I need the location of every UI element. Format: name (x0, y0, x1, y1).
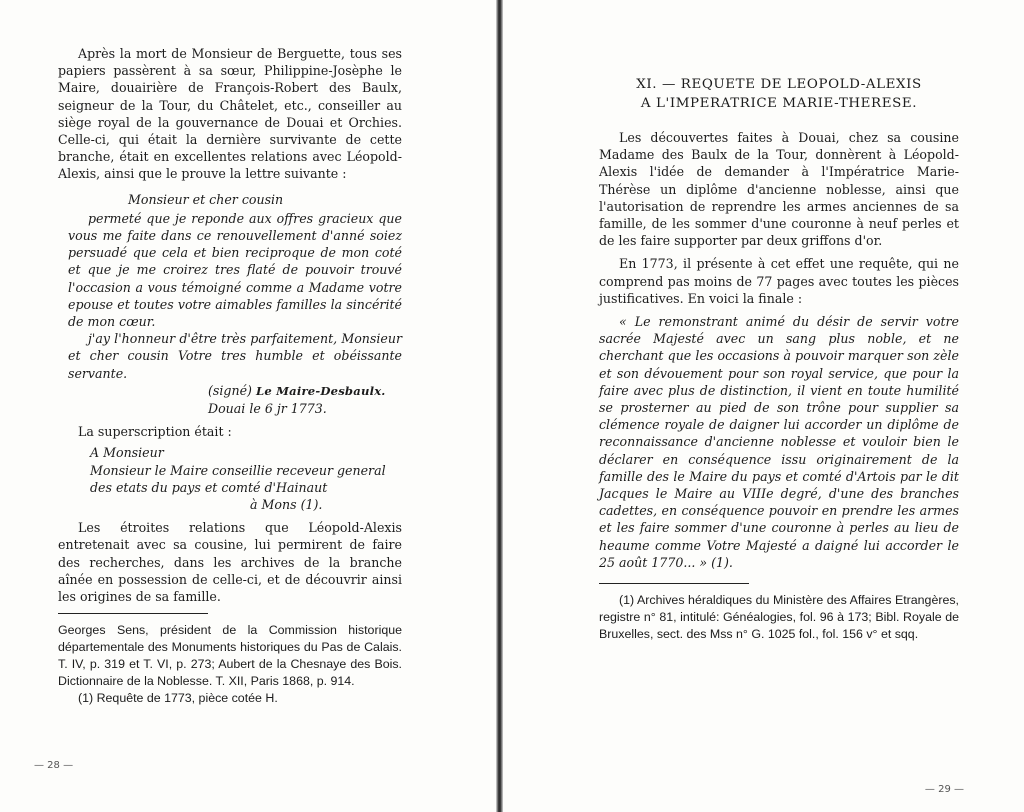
letter-block (58, 191, 402, 418)
footnote-right: (1) Archives héraldiques du Ministère des Affaires Etrangères, registre n° 81, intitulé: Généalogies, fol. 96 à 173; Bibl. Royale de Bruxelles, sect. des Mss n° G. 1025 fol., fol. 156 v° et sqq. (599, 593, 959, 642)
address-line: Monsieur le Maire conseillie receveur general (90, 462, 386, 478)
chapter-heading-line1: XI. — REQUETE DE LEOPOLD-ALEXIS (636, 77, 922, 92)
letter-closing: j'ay l'honneur d'être très parfaitement, Monsieur et cher cousin Votre tres humble et obéissante servante. (68, 331, 402, 381)
right-page (503, 0, 1024, 812)
right-text-column (599, 75, 959, 643)
intro-paragraph: Après la mort de Monsieur de Berguette, tous ses papiers passèrent à sa sœur, Philippine-Josèphe le Maire, douairière de François-Robert des Baulx, seigneur de la Tour, du Châtelet, etc., conseiller au siège royal de la gouvernance de Douai et Orchies. Celle-ci, qui était la dernière survivante de cette branche, était en excellentes relations avec Léopold-Alexis, ainsi que le prouve la lettre suivante : (58, 46, 402, 182)
relations-paragraph: Les étroites relations que Léopold-Alexis entretenait avec sa cousine, lui permirent de faire des recherches, dans les archives de la branche aînée en possession de celle-ci, et de découvrir ainsi les origines de sa famille. (58, 520, 402, 605)
page-number-right: — 29 — (924, 784, 964, 795)
chapter-heading-line2: A L'IMPERATRICE MARIE-THERESE. (640, 96, 918, 111)
paragraph-1: Les découvertes faites à Douai, chez sa cousine Madame des Baulx de la Tour, donnèrent à Léopold-Alexis l'idée de demander à l'Impératrice Marie-Thérèse un diplôme d'ancienne noblesse, ainsi que l'autorisation de reprendre les armes anciennes de sa famille, de les sommer d'une couronne à neuf perles et de les faire supporter par deux griffons d'or. (599, 130, 959, 249)
quote-text: « Le remonstrant animé du désir de servir votre sacrée Majesté avec un sang plus noble, et ne cherchant que les occasions à pouvoir marquer son zèle et son dévouement pour son royal service, que pour la faire avec plus de distinction, il vient en toute humilité se prosterner au pied de son trône pour supplier sa clémence royale de daigner lui accorder un diplôme de reconnaissance d'ancienne noblesse et vouloir bien le déclarer en conséquence issu originairement de la famille des le Maire du pays et comté d'Artois par le dit Jacques le Maire au VIIIe degré, d'une des branches cadettes, en conséquence pouvoir en prendre les armes et les faire sommer d'une couronne à perles au lieu de heaume comme Votre Majesté a daigné lui accorder le 25 août 1770... » (1). (599, 314, 959, 570)
left-text-column (58, 45, 402, 707)
address-line: à Mons (1). (250, 497, 323, 513)
footnote-divider (58, 613, 208, 614)
right-footnotes (599, 592, 959, 643)
address-line: A Monsieur (90, 445, 164, 461)
left-page (0, 0, 496, 812)
footnote-divider (599, 583, 749, 584)
signed-name: Le Maire-Desbaulx. (255, 383, 386, 398)
footnote-1: (1) Requête de 1773, pièce cotée H. (78, 691, 278, 706)
letter-signature (68, 382, 402, 400)
letter-date: Douai le 6 jr 1773. (208, 401, 327, 417)
superscription-label: La superscription était : (78, 424, 232, 440)
left-footnotes (58, 622, 402, 707)
request-quote (599, 313, 959, 571)
chapter-heading (599, 75, 959, 113)
paragraph-2: En 1773, il présente à cet effet une requête, qui ne comprend pas moins de 77 pages avec toutes les pièces justificatives. En voici la finale : (599, 256, 959, 306)
signed-label: (signé) (208, 382, 252, 398)
footnote-main: Georges Sens, président de la Commission historique départementale des Monuments historiques du Pas de Calais. T. IV, p. 319 et T. VI, p. 273; Aubert de la Chesnaye des Bois. Dictionnaire de la Noblesse. T. XII, Paris 1868, p. 914. (58, 623, 402, 689)
letter-salutation: Monsieur et cher cousin (128, 191, 284, 207)
letter-body: permeté que je reponde aux offres gracieux que vous me faite dans ce renouvellement d'anné soiez persuadé que cela et bien reciproque de mon coté et que je me croirez tres flaté de pouvoir trouvé l'occasion a vous témoigné comme a Madame votre epouse et toutes votre aimables familles la sincérité de mon cœur. (68, 210, 402, 330)
address-line: des etats du pays et comté d'Hainaut (90, 479, 328, 495)
address-block (58, 444, 402, 513)
book-gutter (496, 0, 503, 812)
page-number-left: — 28 — (34, 760, 74, 771)
